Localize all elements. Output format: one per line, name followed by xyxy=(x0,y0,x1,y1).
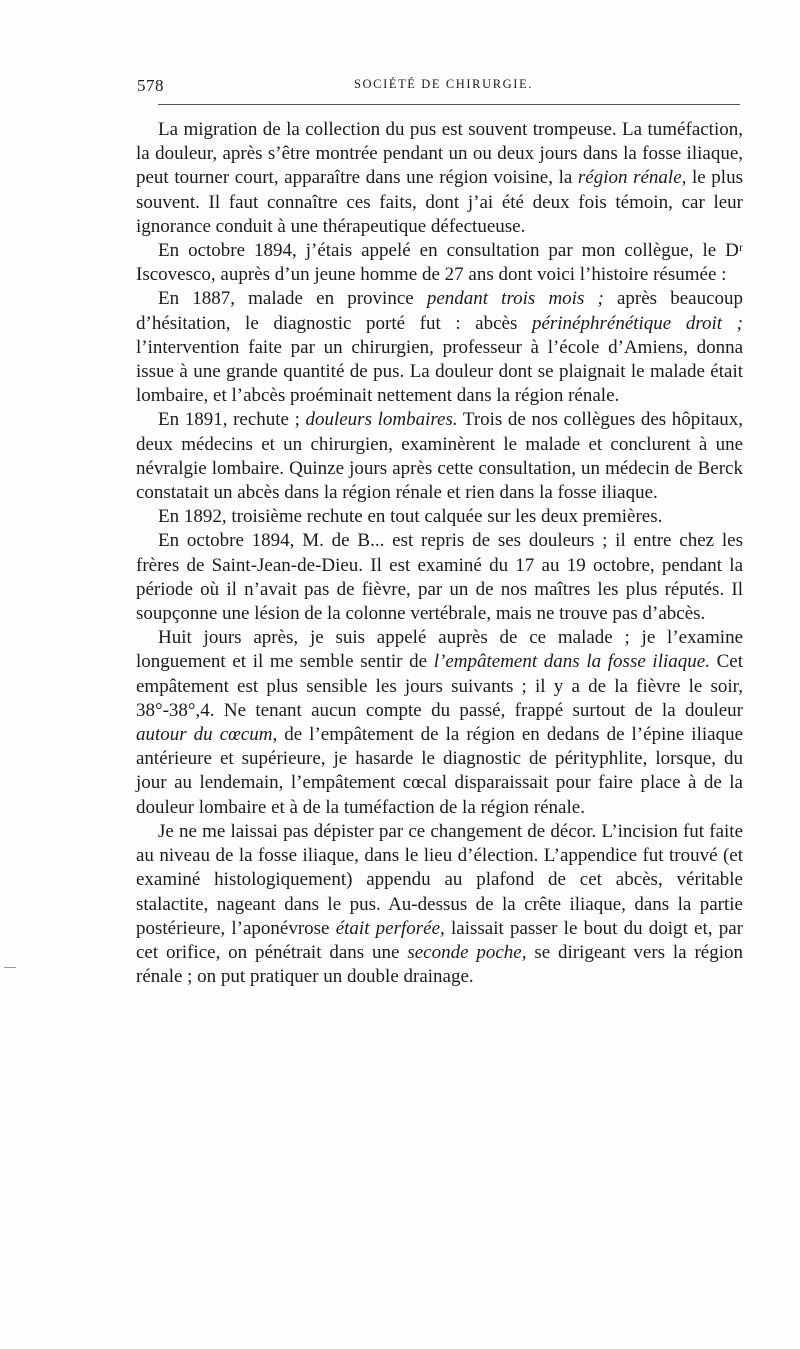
text-segment: l’intervention faite par un chirurgien, professeur à l’école d’Amiens, donna issue à une grande quantité de pus. La douleur dont se plaignait le malade était lombaire, et l’abcès proéminait nettement dans la région rénale. xyxy=(136,336,743,407)
text-segment: En 1892, troisième rechute en tout calquée sur les deux premières. xyxy=(158,506,663,528)
text-segment: après beaucoup d’hésitation, le diagnostic porté fut : abcès xyxy=(136,288,743,334)
running-head xyxy=(137,76,740,100)
text-segment: Huit jours après, je suis appelé auprès de ce malade ; je l’examine longuement et il me semble sentir de xyxy=(136,627,743,673)
text-segment: de l’empâtement de la région en dedans de l’épine iliaque antérieure et supérieure, je hasarde le diagnostic de pérityphlite, lorsque, du jour au lendemain, l’empâtement cœcal disparaissait pour faire place à de la douleur lombaire et à de la tuméfaction de la région rénale. xyxy=(136,724,743,818)
text-segment: En octobre 1894, j’étais appelé en consultation par mon collègue, le Dʳ Iscovesco, auprès d’un jeune homme de 27 ans dont voici l’histoire résumée : xyxy=(136,240,743,286)
paragraph xyxy=(136,529,743,626)
paragraph xyxy=(136,408,743,505)
italic-text: région rénale, xyxy=(577,167,687,189)
text-segment: le plus souvent. Il faut connaître ces faits, dont j’ai été deux fois témoin, car leur ignorance conduit à une thérapeutique défectueuse. xyxy=(136,167,743,237)
italic-text: pendant trois mois ; xyxy=(426,288,604,310)
running-head-title: SOCIÉTÉ DE CHIRURGIE. xyxy=(353,77,534,91)
paragraph xyxy=(136,820,743,989)
italic-text: était perforée, xyxy=(335,917,445,939)
text-segment: La migration de la collection du pus est souvent trompeuse. La tuméfaction, la douleur, après s’être montrée pendant un ou deux jours dans la fosse iliaque, peut tourner court, apparaître dans une région voisine, la xyxy=(136,119,743,189)
header-rule xyxy=(158,104,740,105)
italic-text: douleurs lombaires. xyxy=(305,409,458,431)
text-segment: laissait passer le bout du doigt et, par cet orifice, on pénétrait dans une xyxy=(136,917,743,963)
text-segment: Je ne me laissai pas dépister par ce changement de décor. L’incision fut faite au niveau de la fosse iliaque, dans le lieu d’élection. L’appendice fut trouvé (et examiné histologiquement) appendu au plafond de cet abcès, véritable stalactite, nageant dans le pus. Au-dessus de la crête iliaque, dans la partie postérieure, l’aponévrose xyxy=(136,820,743,939)
italic-text: seconde poche, xyxy=(407,941,527,963)
text-segment: En 1887, malade en province xyxy=(158,288,427,310)
italic-text: l’empâtement dans la fosse iliaque. xyxy=(433,651,710,673)
text-segment: En 1891, rechute ; xyxy=(158,409,306,431)
paragraph xyxy=(136,626,743,820)
paragraph xyxy=(136,505,743,529)
paragraph xyxy=(136,239,743,287)
text-segment: En octobre 1894, M. de B... est repris de ses douleurs ; il entre chez les frères de Saint-Jean-de-Dieu. Il est examiné du 17 au 19 octobre, pendant la période où il n’avait pas de fièvre, par un de nos maîtres les plus réputés. Il soupçonne une lésion de la colonne vertébrale, mais ne trouve pas d’abcès. xyxy=(136,530,743,625)
text-segment: Trois de nos collègues des hôpitaux, deux médecins et un chirurgien, examinèrent le malade et conclurent à une névralgie lombaire. Quinze jours après cette consultation, un médecin de Berck constatait un abcès dans la région rénale et rien dans la fosse iliaque. xyxy=(136,409,743,504)
body-text xyxy=(136,118,743,989)
italic-text: autour du cœcum, xyxy=(136,724,278,746)
page-number: 578 xyxy=(137,76,164,95)
margin-mark xyxy=(4,967,16,968)
paragraph xyxy=(136,287,743,408)
text-segment: Cet empâtement est plus sensible les jours suivants ; il y a de la fièvre le soir, 38°-38°,4. Ne tenant aucun compte du passé, frappé surtout de la douleur xyxy=(136,651,743,721)
italic-text: périnéphrénétique droit ; xyxy=(531,312,743,334)
paragraph xyxy=(136,118,743,239)
text-segment: se dirigeant vers la région rénale ; on put pratiquer un double drainage. xyxy=(136,941,744,988)
